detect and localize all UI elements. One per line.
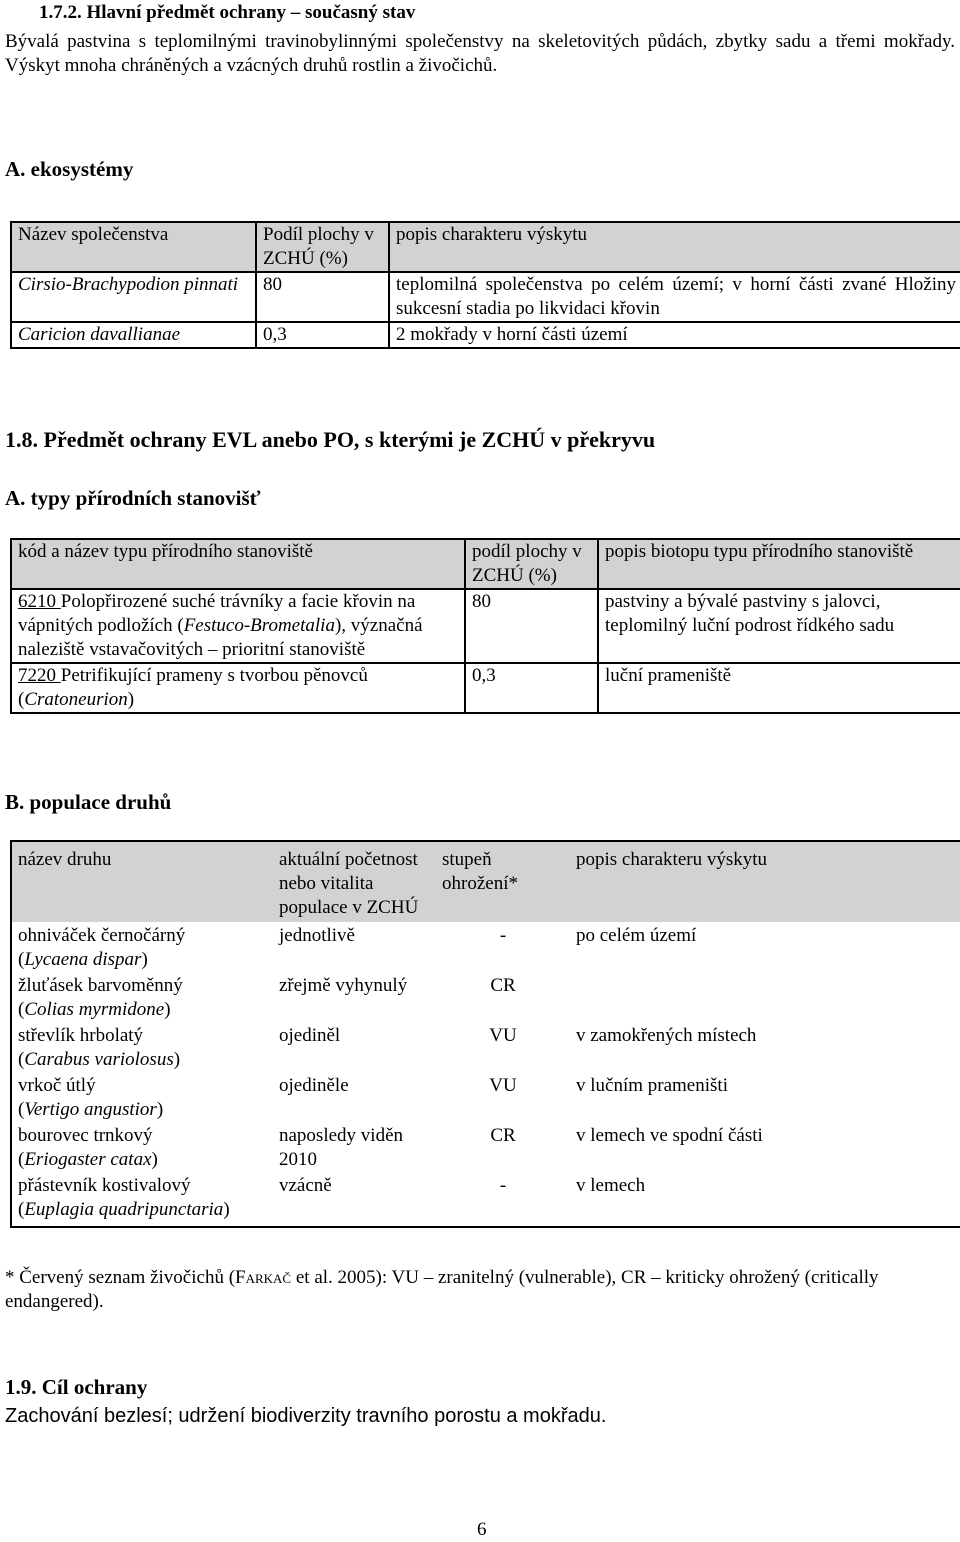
community-description: teplomilná společenstva po celém území; v horní části zvané Hložiny sukcesní stadia po likvidaci křovin <box>389 272 960 322</box>
species-name: přástevník kostivalový (Euplagia quadripunctaria) <box>18 1175 230 1220</box>
table-row <box>11 972 960 1022</box>
header-species-name: název druhu <box>11 841 273 922</box>
species-name-czech: přástevník kostivalový <box>18 1175 191 1196</box>
habitat-header-row <box>11 539 960 589</box>
habitat-name-text: Petrifikující prameny s tvorbou pěnovců ( <box>18 665 368 710</box>
header-habitat-share: podíl plochy v ZCHÚ (%) <box>465 539 598 589</box>
header-habitat-code: kód a název typu přírodního stanoviště <box>11 539 465 589</box>
community-description: 2 mokřady v horní části území <box>389 322 960 348</box>
habitat-types-table <box>10 538 960 714</box>
habitat-code: 7220 <box>18 665 61 686</box>
species-count: ojediněl <box>279 1025 341 1046</box>
habitat-code: 6210 <box>18 591 61 612</box>
species-count: vzácně <box>279 1175 332 1196</box>
habitat-types-subheading: A. typy přírodních stanovišť <box>5 486 261 510</box>
section-1-9-text: Zachování bezlesí; udržení biodiverzity travního porostu a mokřadu. <box>5 1405 607 1427</box>
community-share: 0,3 <box>256 322 389 348</box>
header-share: Podíl plochy v ZCHÚ (%) <box>256 222 389 272</box>
species-threat: CR <box>490 1125 516 1146</box>
table-row <box>11 272 960 322</box>
species-description: v lemech <box>576 1175 646 1196</box>
species-name: ohniváček černočárný (Lycaena dispar) <box>18 925 186 970</box>
header-description: popis charakteru výskytu <box>389 222 960 272</box>
ecosystems-table <box>10 221 960 349</box>
header-species-description: popis charakteru výskytu <box>570 841 960 922</box>
species-name-latin: Vertigo angustior <box>24 1099 157 1120</box>
header-species-count: aktuální početnost nebo vitalita populace v ZCHÚ <box>273 841 436 922</box>
section-1-8-heading: 1.8. Předmět ochrany EVL anebo PO, s kterými je ZCHÚ v překryvu <box>5 427 656 452</box>
species-name-latin: Eriogaster catax <box>24 1149 152 1170</box>
header-community: Název společenstva <box>11 222 256 272</box>
table-row <box>11 922 960 972</box>
table-row <box>11 1172 960 1227</box>
habitat-share: 80 <box>465 589 598 663</box>
ecosystems-header-row <box>11 222 960 272</box>
footnote-text-end: et al. 2005): VU – zranitelný (vulnerable), CR – kriticky ohrožený (critically endangered). <box>5 1267 879 1312</box>
habitat-name <box>11 589 465 663</box>
section-1-7-2-text: Bývalá pastvina s teplomilnými travinobylinnými společenstvy na skeletovitých půdách, zbytky sadu a třemi mokřady. Výskyt mnoha chráněných a vzácných druhů rostlin a živočichů. <box>5 31 955 76</box>
community-share: 80 <box>256 272 389 322</box>
community-name: Caricion davallianae <box>11 322 256 348</box>
species-threat: - <box>499 1175 507 1196</box>
species-threat: - <box>499 925 507 946</box>
species-name: střevlík hrbolatý (Carabus variolosus) <box>18 1025 181 1070</box>
table-row <box>11 1022 960 1072</box>
species-subheading: B. populace druhů <box>5 790 172 814</box>
community-name: Cirsio-Brachypodion pinnati <box>11 272 256 322</box>
species-count: jednotlivě <box>279 925 355 946</box>
habitat-name-latin: Cratoneurion <box>24 689 128 710</box>
table-row <box>11 663 960 713</box>
species-description: po celém území <box>576 925 697 946</box>
species-name-czech: bourovec trnkový <box>18 1125 153 1146</box>
species-name-latin: Euplagia quadripunctaria <box>24 1199 224 1220</box>
table-row <box>11 1072 960 1122</box>
species-count: naposledy viděn 2010 <box>279 1125 404 1170</box>
table-row <box>11 322 960 348</box>
species-header-row <box>11 841 960 922</box>
species-threat: CR <box>490 975 516 996</box>
habitat-name-text-end: ), význačná naleziště vstavačovitých – prioritní stanoviště <box>18 615 423 660</box>
table-row <box>11 1122 960 1172</box>
species-name: bourovec trnkový (Eriogaster catax) <box>18 1125 158 1170</box>
footnote-author: arkač <box>245 1267 292 1288</box>
species-description: v lučním prameništi <box>576 1075 728 1096</box>
species-name: vrkoč útlý (Vertigo angustior) <box>18 1075 164 1120</box>
species-name-czech: ohniváček černočárný <box>18 925 186 946</box>
species-name-latin: Carabus variolosus <box>24 1049 174 1070</box>
habitat-name <box>11 663 465 713</box>
section-1-7-2-heading: 1.7.2. Hlavní předmět ochrany – současný stav <box>39 2 416 23</box>
species-threat: VU <box>489 1025 517 1046</box>
ecosystems-subheading: A. ekosystémy <box>5 157 134 181</box>
habitat-description: pastviny a bývalé pastviny s jalovci, teplomilný luční podrost řídkého sadu <box>598 589 960 663</box>
species-name-latin: Lycaena dispar <box>24 949 142 970</box>
species-name: žluťásek barvoměnný (Colias myrmidone) <box>18 975 183 1020</box>
species-description: v lemech ve spodní části <box>576 1125 763 1146</box>
section-1-9-heading: 1.9. Cíl ochrany <box>5 1375 148 1399</box>
species-name-czech: žluťásek barvoměnný <box>18 975 183 996</box>
header-habitat-description: popis biotopu typu přírodního stanoviště <box>598 539 960 589</box>
species-name-latin: Colias myrmidone <box>24 999 165 1020</box>
header-species-threat: stupeň ohrožení* <box>436 841 570 922</box>
habitat-share: 0,3 <box>465 663 598 713</box>
table-row <box>11 589 960 663</box>
footnote-text: * Červený seznam živočichů (F <box>5 1267 246 1288</box>
page-number: 6 <box>477 1519 487 1540</box>
species-description <box>570 972 960 1022</box>
species-count: zřejmě vyhynulý <box>279 975 408 996</box>
species-description: v zamokřených místech <box>576 1025 757 1046</box>
species-name-czech: vrkoč útlý <box>18 1075 96 1096</box>
habitat-name-text-end: ) <box>127 689 135 710</box>
species-count: ojediněle <box>279 1075 349 1096</box>
habitat-name-text: Polopřirozené suché trávníky a facie křovin na vápnitých podložích ( <box>18 591 416 636</box>
habitat-name-latin: Festuco-Brometalia <box>183 615 335 636</box>
habitat-description: luční prameniště <box>598 663 960 713</box>
footnote <box>5 1266 935 1314</box>
species-threat: VU <box>489 1075 517 1096</box>
species-table <box>10 840 960 1228</box>
species-name-czech: střevlík hrbolatý <box>18 1025 144 1046</box>
